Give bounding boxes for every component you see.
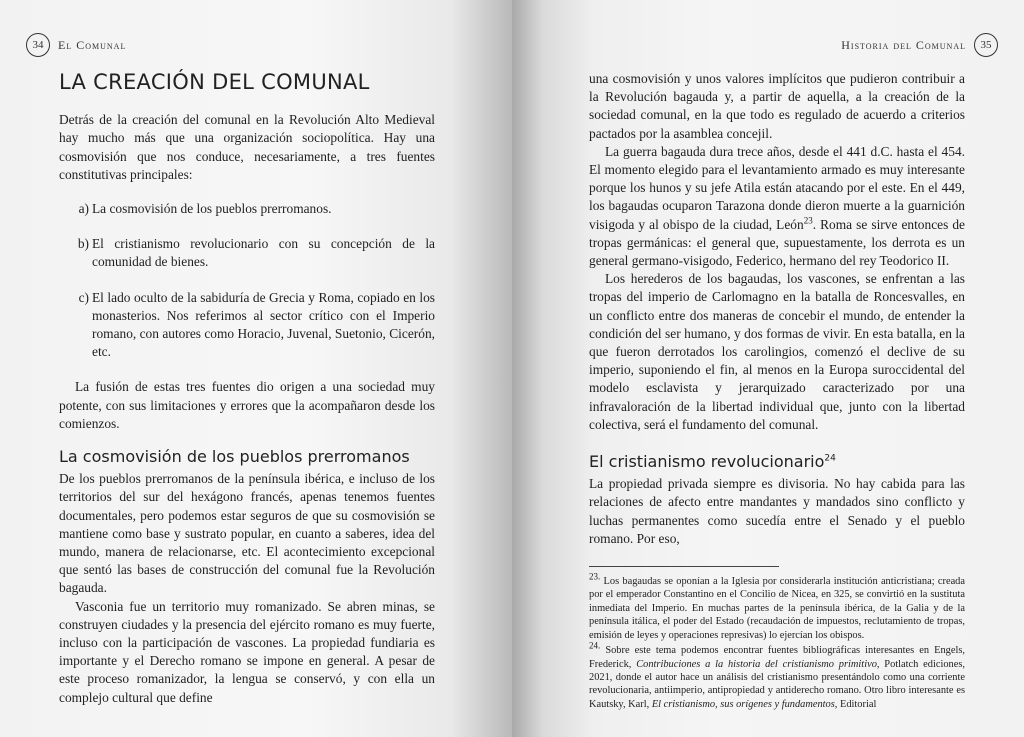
list-text: El lado oculto de la sabiduría de Grecia y Roma, copiado en los monasterios. Nos referimos al sector crítico con el Imperio romano, con autores como Horacio, Juvenal, Suetonio, Cicerón, etc. <box>92 289 435 360</box>
book-title: El cristianismo, sus orígenes y fundamentos <box>651 698 835 710</box>
page-number: 35 <box>974 33 998 57</box>
sources-list <box>59 200 435 361</box>
paragraph-text: . Roma se sirve entonces de tropas germánicas: el general que, supuestamente, los derrota es un general germano-visigodo, Federico, hermano del rey Teodorico II. <box>589 216 965 269</box>
list-item <box>59 235 435 271</box>
page-number: 34 <box>26 33 50 57</box>
heading-text: El cristianismo revolucionario <box>589 452 825 472</box>
footnotes <box>589 571 965 711</box>
body-paragraph: Los herederos de los bagaudas, los vascones, se enfrentan a las tropas del imperio de Carlomagno en la batalla de Roncesvalles, en un conflicto entre dos maneras de concebir el mundo, de entender la condición del ser humano, y dos formas de vivir. En esta batalla, en la que fueron derrotados los carolingios, comenzó el declive de su imperio, suponiendo el fin, al menos en la Europa suroccidental del modelo esclavista y jerarquizado caracterizado por una infravaloración de la libertad individual que, junto con la libertad colectiva, será el fundamento del comunal. <box>589 271 965 432</box>
footnote-text: , Editorial <box>834 698 877 710</box>
body-paragraph <box>589 143 965 270</box>
footnote-divider <box>589 566 779 567</box>
section-heading <box>589 453 965 471</box>
list-text: La cosmovisión de los pueblos prerromanos. <box>92 201 332 217</box>
list-item <box>59 289 435 362</box>
paragraph-text: La guerra bagauda dura trece años, desde el 441 d.C. hasta el 454. El momento elegido para el levantamiento armado es muy interesante porque los hunos y su jefe Atila están atacando por el este. En el 449, los bagaudas ocuparon Tarazona donde dieron muerte a la guarnición visigoda y al obispo de la ciudad, León <box>589 143 965 232</box>
right-running-header <box>841 33 998 57</box>
book-title: Contribuciones a la historia del cristianismo primitivo <box>636 658 877 670</box>
intro-paragraph: Detrás de la creación del comunal en la Revolución Alto Medieval hay mucho más que una organización sociopolítica. Hay una cosmovisión que nos conduce, necesariamente, a tres fuentes constitutivas principales: <box>59 112 435 182</box>
list-item <box>59 200 435 218</box>
footnote-text: Los bagaudas se oponían a la Iglesia por considerarla institución anticristiana; creada por el emperador Constantino en el Concilio de Nicea, en 325, se convirtió en la sustituta inmediata del Imperio. En muchas partes de la península ibérica, de la Galia y de la península itálica, el poder del Estado (recaudación de impuestos, reclutamiento de tropas, emisión de leyes y operaciones represivas) lo ejercían los obispos. <box>589 576 965 641</box>
running-head: El Comunal <box>58 37 127 52</box>
footnote-number: 23. <box>589 571 601 582</box>
footnote-number: 24. <box>589 640 601 651</box>
left-running-header <box>26 33 126 57</box>
body-paragraph: Vasconia fue un territorio muy romanizado. Se abren minas, se construyen ciudades y la presencia del ejército romano es muy fuerte, incluso con la participación de vascones. La propiedad fundiaria es importante y el Derecho romano se impone en general. A pesar de este proceso romanizador, la lengua se conservó, y con ella un complejo cultural que define <box>59 598 435 705</box>
left-page-body <box>59 70 435 707</box>
list-text: El cristianismo revolucionario con su concepción de la comunidad de bienes. <box>92 236 435 270</box>
list-label: c) <box>78 289 89 305</box>
right-page <box>512 0 1024 737</box>
footnote-ref[interactable]: 23 <box>803 215 813 226</box>
footnote-23 <box>589 571 965 642</box>
body-paragraph: La propiedad privada siempre es divisoria. No hay cabida para las relaciones de afecto entre mandantes y mandados sino conflicto y luchas permanentes como sucedía entre el Senado y el pueblo romano. Por eso, <box>589 476 965 546</box>
footnote-ref[interactable]: 24 <box>824 453 836 464</box>
fusion-paragraph: La fusión de estas tres fuentes dio origen a una sociedad muy potente, con sus limitaciones y errores que la acompañaron desde los comienzos. <box>59 379 435 431</box>
running-head: Historia del Comunal <box>841 37 966 52</box>
list-label: b) <box>77 236 89 252</box>
right-page-body <box>589 70 965 713</box>
section-heading: La cosmovisión de los pueblos prerromanos <box>59 447 410 467</box>
footnote-24 <box>589 640 965 711</box>
footnote-text: , Potlatch ediciones, 2021, donde el autor hace un análisis del cristianismo presentándolo como una corriente revolucionaria, antiimperio, antipropiedad y antiderecho romano. Otro libro interesante es Kautsky, Karl, <box>589 658 965 710</box>
chapter-title: LA CREACIÓN DEL COMUNAL <box>59 70 370 94</box>
list-label: a) <box>78 201 89 217</box>
body-paragraph: De los pueblos prerromanos de la península ibérica, e incluso de los territorios del sur del hexágono francés, apenas tenemos fuentes documentales, pero podemos estar seguros de que su cosmovisión se mantiene como base y sustrato popular, en cuanto a saberes, idea del mundo, manera de relacionarse, etc. El acontecimiento excepcional que sentó las bases de construcción del comunal fue la Revolución bagauda. <box>59 471 435 596</box>
footnote-text: Sobre este tema podemos encontrar fuentes bibliográficas interesantes en Engels, Frederick, <box>589 645 965 670</box>
body-paragraph: una cosmovisión y unos valores implícitos que pudieron contribuir a la Revolución bagauda y, a partir de aquella, a la creación de la sociedad comunal, en la que todo es regulado de acuerdo a criterios pactados por la asamblea concejil. <box>589 71 965 141</box>
